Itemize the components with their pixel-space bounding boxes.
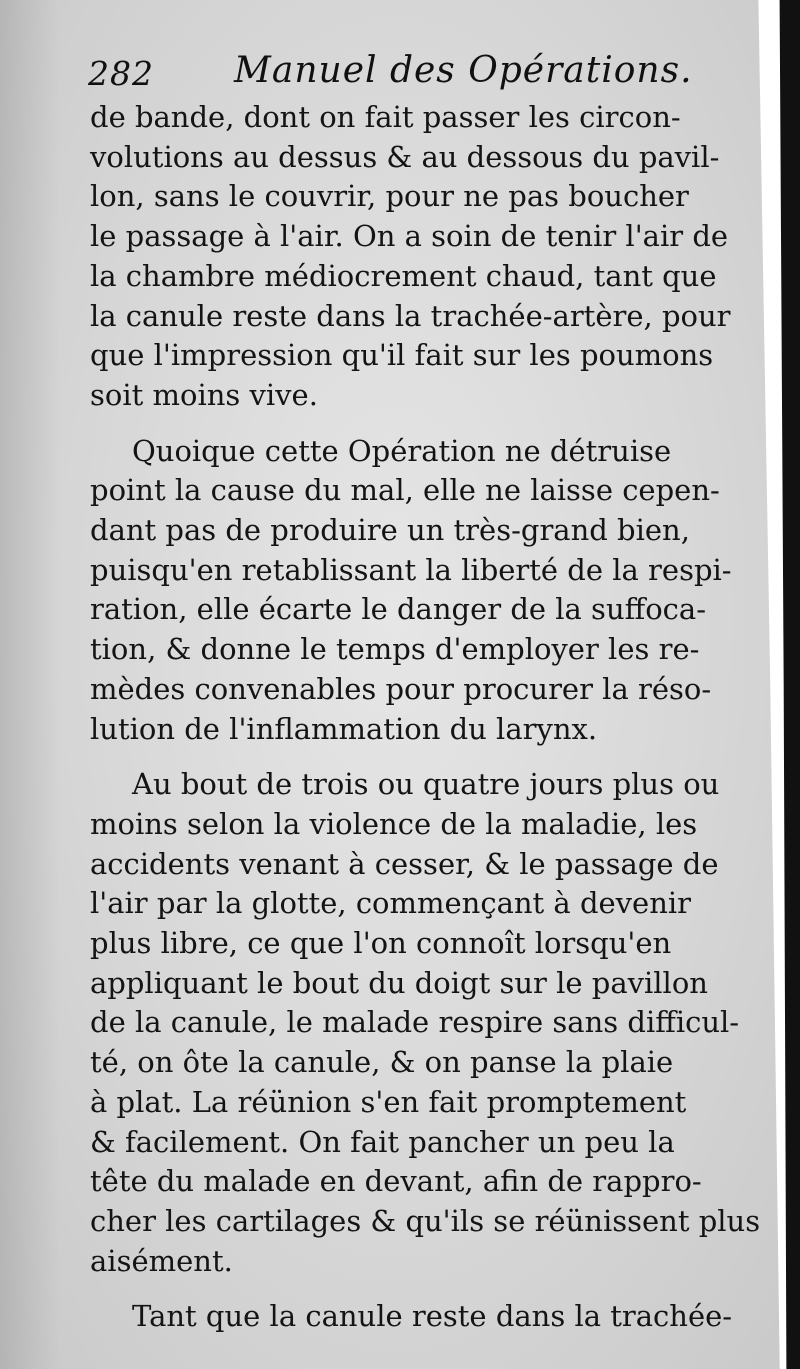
text-line: Quoique cette Opération ne détruise (132, 433, 672, 468)
paragraph (90, 1297, 740, 1337)
text-line: appliquant le bout du doigt sur le pavillon (90, 965, 708, 1000)
paragraph (90, 765, 761, 1281)
paragraph (90, 432, 740, 750)
page-number: 282 (88, 54, 154, 93)
text-line: volutions au dessus & au dessous du pavil- (90, 139, 720, 174)
text-line: té, on ôte la canule, & on panse la plaie (90, 1045, 674, 1080)
text-line: ration, elle écarte le danger de la suffoca- (90, 592, 707, 627)
running-title: Manuel des Opérations. (234, 50, 693, 91)
text-line: moins selon la violence de la maladie, les (90, 806, 698, 841)
text-line: que l'impression qu'il fait sur les poumons (90, 338, 714, 373)
body-text (90, 98, 761, 1337)
text-line: la canule reste dans la trachée-artère, pour (90, 298, 731, 333)
text-line: mèdes convenables pour procurer la réso- (90, 671, 712, 706)
text-line: accidents venant à cesser, & le passage de (90, 846, 719, 881)
paragraph-gap (90, 749, 740, 765)
text-line: de la canule, le malade respire sans difficul- (90, 1005, 740, 1040)
text-line: tête du malade en devant, afin de rappro- (90, 1164, 702, 1199)
text-line: Tant que la canule reste dans la trachée- (132, 1299, 733, 1334)
text-line: tion, & donne le temps d'employer les re- (90, 632, 700, 667)
text-line: & facilement. On fait pancher un peu la (90, 1124, 675, 1159)
text-line: cher les cartilages & qu'ils se réünissent plus (90, 1203, 761, 1238)
paragraph-gap (90, 1281, 740, 1297)
text-line: aisément. (90, 1243, 233, 1278)
text-line: à plat. La réünion s'en fait promptement (90, 1084, 687, 1119)
text-line: Au bout de trois ou quatre jours plus ou (132, 767, 720, 802)
text-line: plus libre, ce que l'on connoît lorsqu'en (90, 926, 672, 961)
paragraph-gap (90, 416, 740, 432)
text-line: point la cause du mal, elle ne laisse cepen- (90, 473, 720, 508)
text-line: le passage à l'air. On a soin de tenir l'air de (90, 219, 729, 254)
text-line: la chambre médiocrement chaud, tant que (90, 258, 717, 293)
text-line: lon, sans le couvrir, pour ne pas boucher (90, 179, 689, 214)
text-line: de bande, dont on fait passer les circon- (90, 100, 681, 134)
text-line: l'air par la glotte, commençant à devenir (90, 886, 692, 921)
text-line: lution de l'inflammation du larynx. (90, 711, 598, 746)
text-line: puisqu'en retablissant la liberté de la respi- (90, 552, 732, 587)
paragraph (90, 98, 740, 416)
text-line: soit moins vive. (90, 377, 318, 412)
text-line: dant pas de produire un très-grand bien, (90, 513, 690, 548)
page-header (88, 50, 768, 100)
